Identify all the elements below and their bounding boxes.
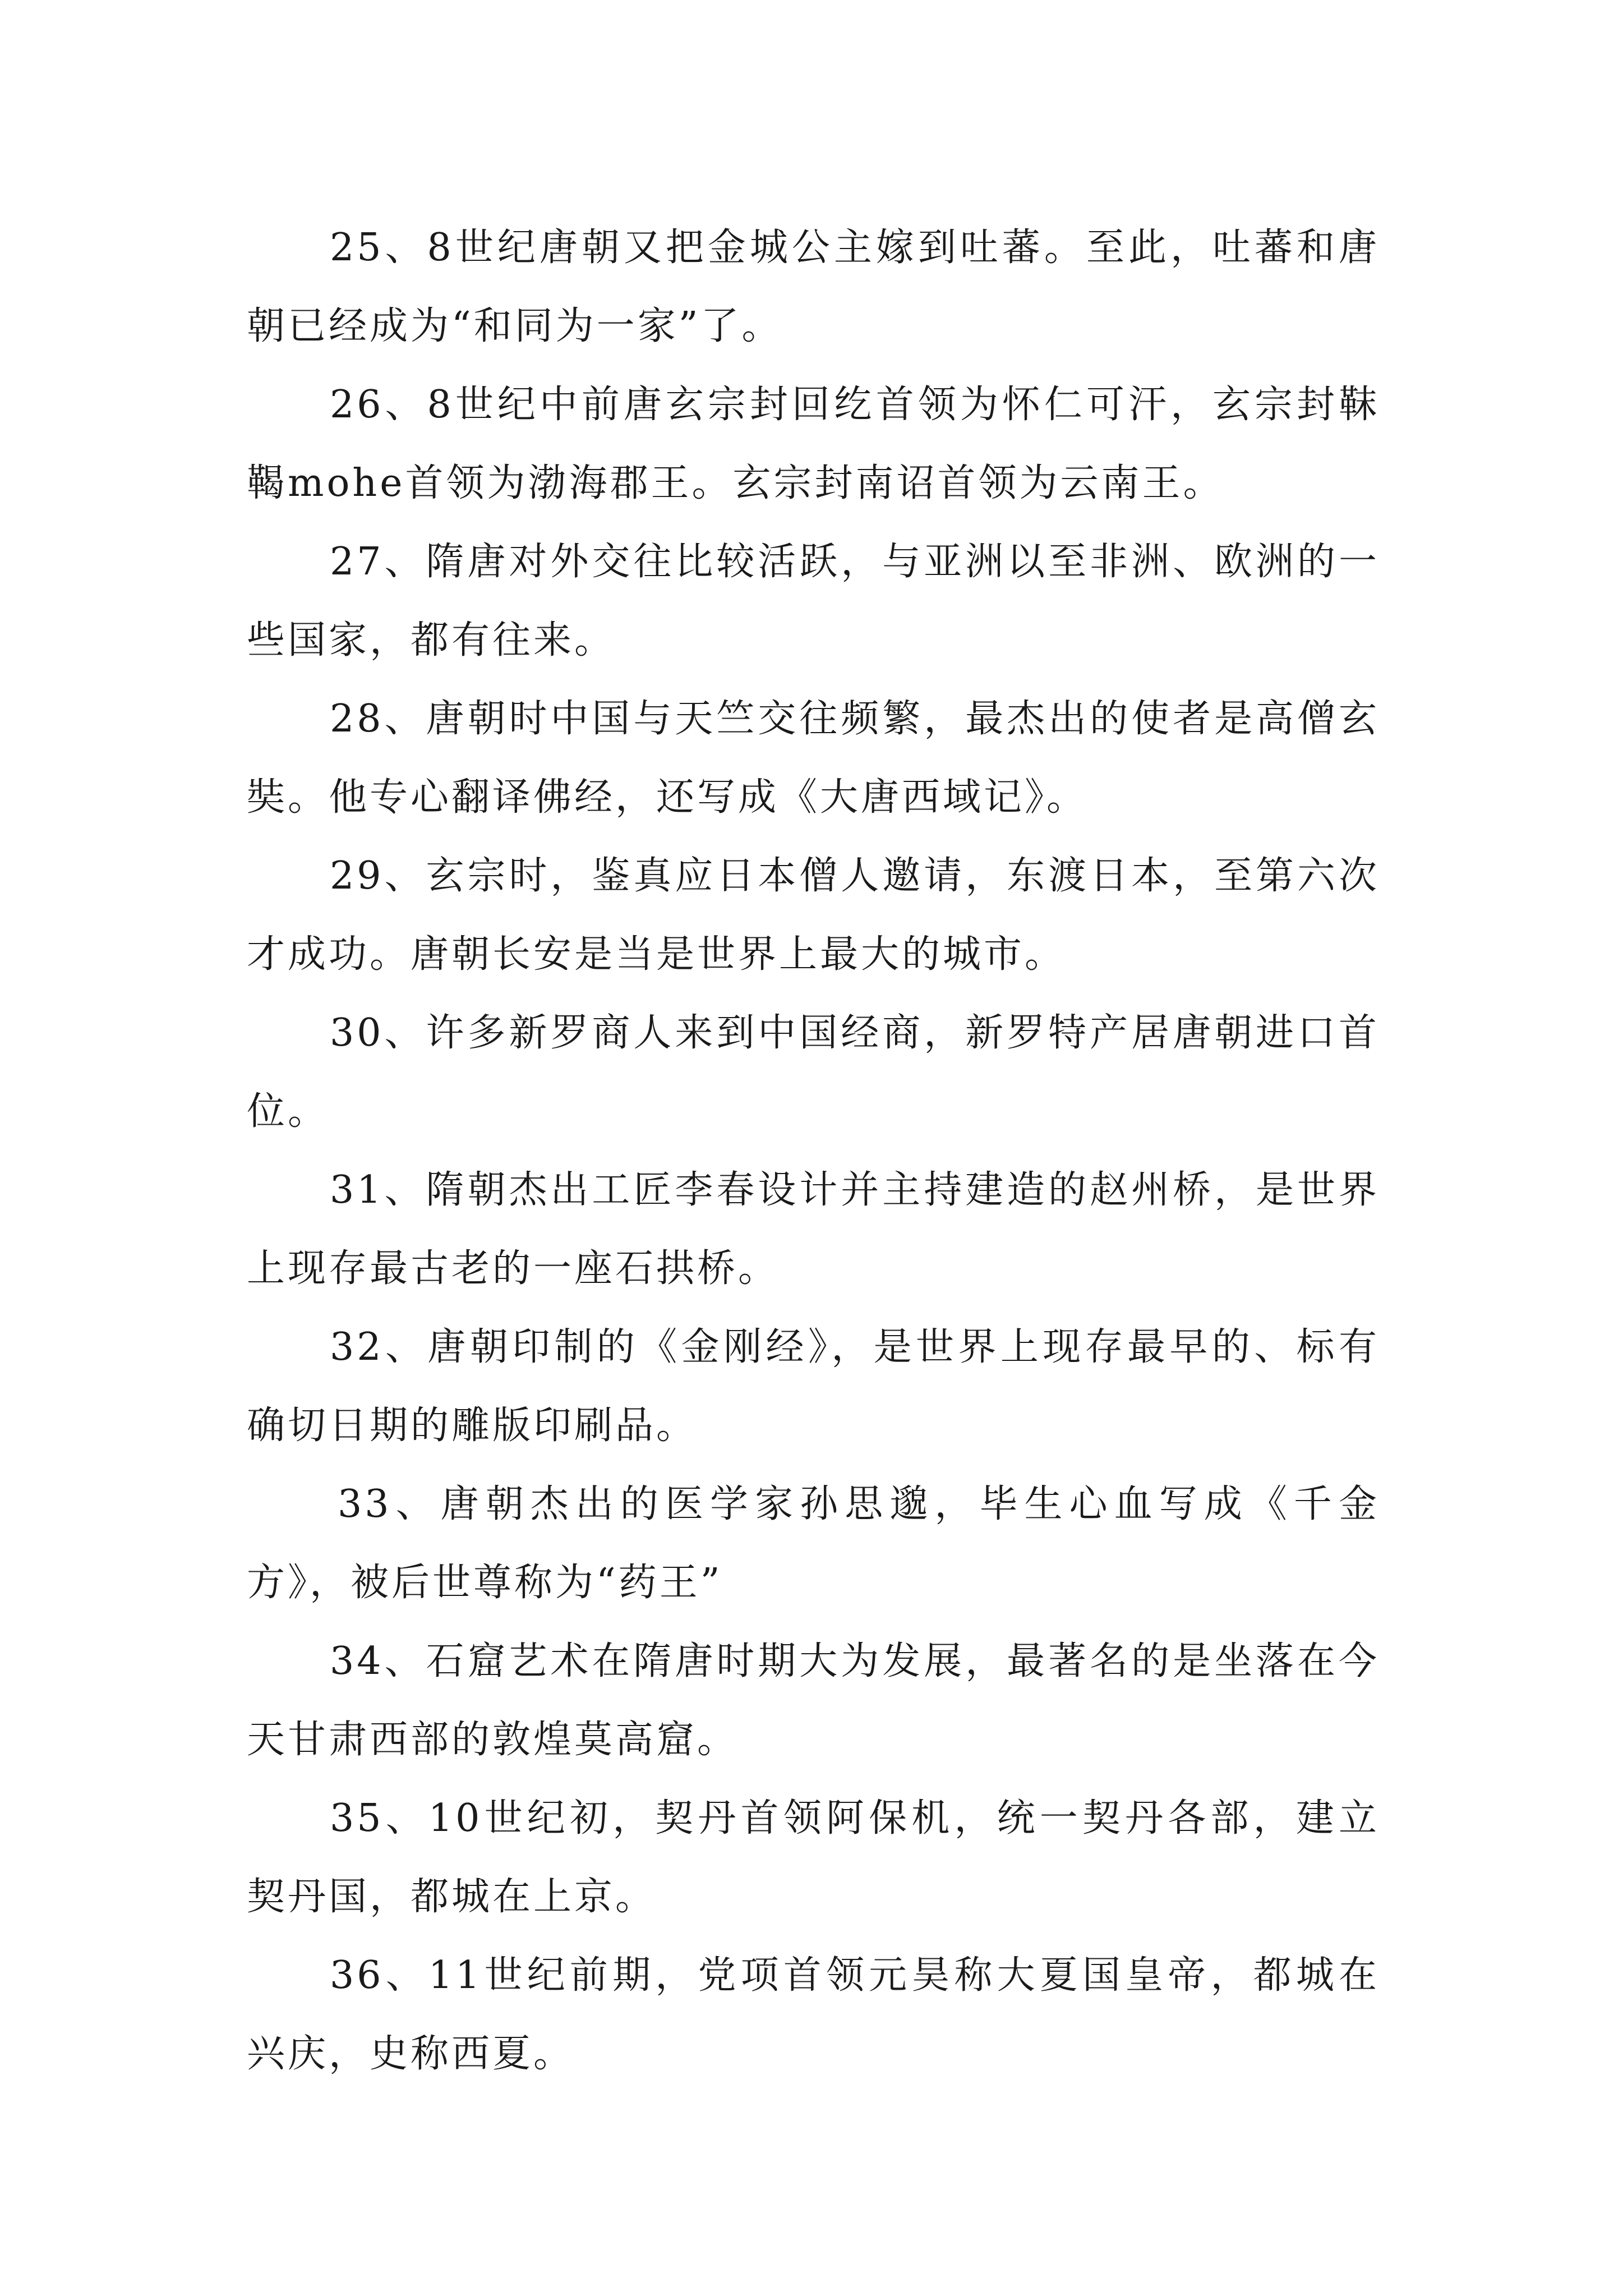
paragraph-29: 29、玄宗时，鉴真应日本僧人邀请，东渡日本，至第六次才成功。唐朝长安是当是世界上最大的城市。 — [247, 854, 1380, 977]
paragraph-28: 28、唐朝时中国与天竺交往频繁，最杰出的使者是高僧玄奘。他专心翻译佛经，还写成《大唐西域记》。 — [247, 697, 1380, 820]
paragraph-34: 34、石窟艺术在隋唐时期大为发展，最著名的是坐落在今天甘肃西部的敦煌莫高窟。 — [247, 1639, 1380, 1762]
paragraph-26: 26、8世纪中前唐玄宗封回纥首领为怀仁可汗，玄宗封靺鞨mohe首领为渤海郡王。玄宗封南诏首领为云南王。 — [247, 383, 1380, 505]
paragraph-27: 27、隋唐对外交往比较活跃，与亚洲以至非洲、欧洲的一些国家，都有往来。 — [247, 540, 1380, 662]
paragraph-33: 33、唐朝杰出的医学家孙思邈，毕生心血写成《千金方》，被后世尊称为“药王” — [247, 1482, 1380, 1605]
paragraph-31: 31、隋朝杰出工匠李春设计并主持建造的赵州桥，是世界上现存最古老的一座石拱桥。 — [247, 1168, 1380, 1291]
paragraph-32: 32、唐朝印制的《金刚经》，是世界上现存最早的、标有确切日期的雕版印刷品。 — [247, 1325, 1380, 1448]
paragraph-36: 36、11世纪前期，党项首领元昊称大夏国皇帝，都城在兴庆，史称西夏。 — [247, 1953, 1380, 2076]
paragraph-30: 30、许多新罗商人来到中国经商，新罗特产居唐朝进口首位。 — [247, 1011, 1380, 1134]
paragraph-25: 25、8世纪唐朝又把金城公主嫁到吐蕃。至此，吐蕃和唐朝已经成为“和同为一家”了。 — [247, 226, 1380, 348]
paragraph-35: 35、10世纪初，契丹首领阿保机，统一契丹各部，建立契丹国，都城在上京。 — [247, 1796, 1380, 1919]
document-body — [247, 209, 1380, 2093]
